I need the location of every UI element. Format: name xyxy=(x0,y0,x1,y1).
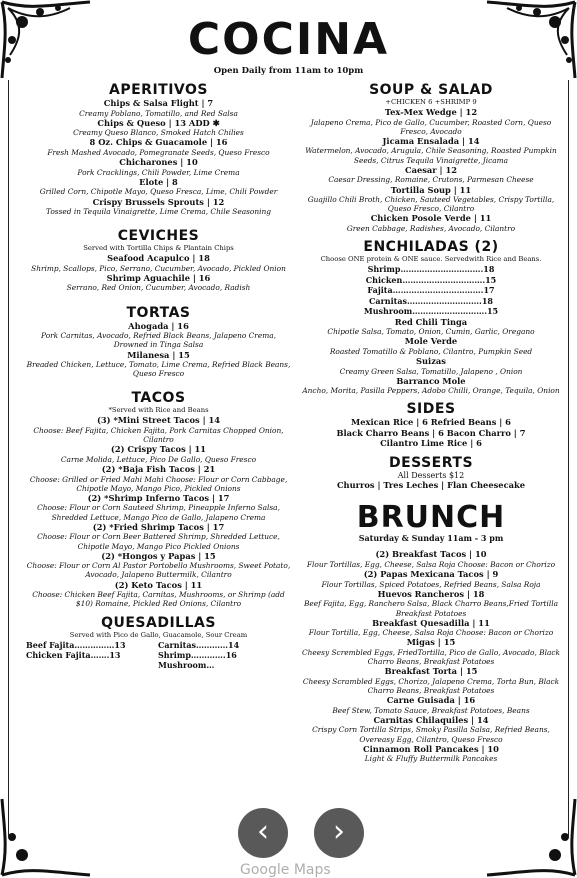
section-note: All Desserts $12 xyxy=(397,470,465,480)
previous-photo-button[interactable]: ‹ xyxy=(238,808,288,858)
menu-item-desc: Creamy Poblano, Tomatillo, and Red Salsa xyxy=(79,108,238,118)
border-line xyxy=(568,80,569,837)
menu-item-desc: Fresh Mashed Avocado, Pomegranate Seeds, Queso Fresco xyxy=(47,147,270,157)
menu-item-desc: Jalapeno Crema, Pico de Gallo, Cucumber, Roasted Corn, Queso Fresco, Avocado xyxy=(310,117,552,136)
menu-item-name: (2) *Fried Shrimp Tacos | 17 xyxy=(92,521,225,532)
section-note: +CHICKEN 6 +SHRIMP 9 xyxy=(385,98,477,106)
left-column xyxy=(26,82,291,670)
page-title: COCINA xyxy=(187,14,390,65)
menu-item-name: Caesar | 12 xyxy=(404,164,458,175)
menu-item-name: Elote | 8 xyxy=(139,176,178,187)
sauce-desc: Creamy Green Salsa, Tomatillo, Jalapeno , Onion xyxy=(339,366,523,376)
section-title-tacos: TACOS xyxy=(131,390,186,407)
menu-item-name: Tex-Mex Wedge | 12 xyxy=(384,107,478,117)
menu-item-name: Carnitas Chilaquiles | 14 xyxy=(373,714,489,725)
sauce-name: Suizas xyxy=(416,356,446,367)
menu-item-name: (2) Crispy Tacos | 11 xyxy=(110,444,207,455)
menu-item-desc: Crispy Corn Tortilla Strips, Smoky Pasilla Salsa, Refried Beans, Overeasy Egg, Cilantro, Queso Fresco xyxy=(312,725,550,744)
sauce-desc: Ancho, Morita, Pasilla Peppers, Adobo Chilli, Orange, Tequila, Onion xyxy=(302,386,560,396)
right-column xyxy=(300,82,562,764)
floral-ornament-icon xyxy=(482,797,577,877)
section-title-desserts: DESSERTS xyxy=(388,454,474,471)
menu-item-desc: Creamy Queso Blanco, Smoked Hatch Chilies xyxy=(73,128,244,138)
menu-item-desc: Pork Carnitas, Avocado, Refried Black Beans, Jalapeno Crema, Drowned in Tinga Salsa xyxy=(41,331,276,350)
section-title-soup-salad: SOUP & SALAD xyxy=(369,82,493,98)
menu-item-desc: Choose: Flour or Corn Sauteed Shrimp, Pineapple Inferno Salsa, Shredded Lettuce, Mango Pico de Gallo, Jalapeno Crema xyxy=(37,503,280,522)
protein-option: Shrimp ………………………….18 xyxy=(367,264,495,275)
menu-item-name: Breakfast Torta | 15 xyxy=(384,666,478,677)
menu-item-desc: Light & Fluffy Buttermilk Pancakes xyxy=(364,754,498,764)
menu-item-desc: Carne Molida, Lettuce, Pico De Gallo, Queso Fresco xyxy=(60,454,257,464)
desserts-line: Churros | Tres Leches | Flan Cheesecake xyxy=(336,479,526,490)
menu-item-name: Milanesa | 15 xyxy=(127,349,190,360)
menu-item-desc: Cheesy Scrambled Eggs, Chorizo, Jalapeno Crema, Torta Bun, Black Charro Beans, Breakfast Potatoes xyxy=(302,676,560,696)
section-title-tortas: TORTAS xyxy=(126,304,191,321)
menu-item-desc: Green Cabbage, Radishes, Avocado, Cilantro xyxy=(346,223,516,233)
menu-item-desc: Serrano, Red Onion, Cucumber, Avocado, Radish xyxy=(66,283,251,293)
sauce-desc: Roasted Tomatillo & Poblano, Cilantro, Pumpkin Seed xyxy=(329,346,533,356)
next-photo-button[interactable]: › xyxy=(314,808,364,858)
menu-item-desc: Grilled Corn, Chipotle Mayo, Queso Fresca, Lime, Chili Powder xyxy=(39,187,278,197)
section-title-enchiladas: ENCHILADAS (2) xyxy=(363,239,499,256)
protein-option: Fajita …………………………….17 xyxy=(367,285,495,296)
menu-item-desc: Tossed in Tequila Vinaigrette, Lime Crema, Chile Seasoning xyxy=(45,207,271,217)
google-maps-watermark: Google Maps xyxy=(240,862,331,878)
menu-item-desc: Watermelon, Avocado, Arugula, Chile Seasoning, Roasted Pumpkin Seeds, Citrus Tequila Vinaigrette, Jicama xyxy=(305,146,557,165)
menu-item-desc: Flour Tortillas, Spiced Potatoes, Refried Beans, Salsa Roja xyxy=(321,579,541,589)
sauce-desc: Chipotle Salsa, Tomato, Onion, Cumin, Garlic, Oregano xyxy=(327,327,535,337)
menu-item-desc: Guajillo Chili Broth, Chicken, Sauteed Vegetables, Crispy Tortilla, Queso Fresco, Cilantro xyxy=(307,195,555,214)
menu-item-desc: Flour Tortillas, Egg, Cheese, Salsa Roja Choose: Bacon or Chorizo xyxy=(306,559,556,569)
protein-option: Carnitas ……………………….18 xyxy=(369,295,493,306)
quesadilla-row: Chicken Fajita…….13 Shrimp………….16 xyxy=(26,649,237,660)
menu-item-name: Shrimp Aguachile | 16 xyxy=(106,272,211,283)
menu-item-name: Huevos Rancheros | 18 xyxy=(377,588,485,599)
menu-item-desc: Choose: Flour or Corn Beer Battered Shrimp, Shredded Lettuce, Chipotle Mayo, Mango Pico Pickled Onions xyxy=(37,532,280,551)
menu-item-desc: Flour Tortilla, Egg, Cheese, Salsa Roja Choose: Bacon or Chorizo xyxy=(308,628,554,638)
sides-line: Black Charro Beans | 6 Bacon Charro | 7 xyxy=(336,427,526,438)
sauce-name: Red Chili Tinga xyxy=(394,316,468,327)
border-line xyxy=(8,80,9,837)
menu-item-name: (2) *Baja Fish Tacos | 21 xyxy=(101,464,216,475)
section-title-aperitivos: APERITIVOS xyxy=(109,82,208,98)
menu-item-desc: Cheesy Scrembled Eggs, FriedTortilla, Pico de Gallo, Avocado, Black Charro Beans, Breakfast Potatoes xyxy=(302,647,560,667)
brunch-hours: Saturday & Sunday 11am - 3 pm xyxy=(358,533,504,544)
menu-item-desc: Breaded Chicken, Lettuce, Tomato, Lime Crema, Refried Black Beans, Queso Fresco xyxy=(26,360,291,379)
menu-item-name: Crispy Brussels Sprouts | 12 xyxy=(92,196,225,207)
menu-item-name: Seafood Acapulco | 18 xyxy=(107,253,210,264)
menu-item-desc: Beef Stew, Tomato Sauce, Breakfast Potatoes, Beans xyxy=(332,705,530,715)
sauce-name: Mole Verde xyxy=(404,336,458,347)
section-title-quesadillas: QUESADILLAS xyxy=(101,614,216,631)
section-note: Served with Tortilla Chips & Plantain Chips xyxy=(83,244,234,253)
section-title-sides: SIDES xyxy=(406,401,456,418)
menu-item-name: (2) Papas Mexicana Tacos | 9 xyxy=(363,569,499,580)
menu-item-desc: Choose: Chicken Beef Fajita, Carnitas, Mushrooms, or Shrimp (add $10) Romaine, Pickled Red Onions, Cilantro xyxy=(32,590,285,609)
menu-item-name: 8 Oz. Chips & Guacamole | 16 xyxy=(89,137,228,148)
menu-item-name: Migas | 15 xyxy=(406,637,456,648)
menu-item-desc: Caesar Dressing, Romaine, Crutons, Parmesan Cheese xyxy=(328,175,534,185)
menu-item-name: Chicharones | 10 xyxy=(119,157,198,168)
menu-item-name: (3) *Mini Street Tacos | 14 xyxy=(96,415,221,426)
menu-item-name: (2) *Hongos y Papas | 15 xyxy=(101,550,216,561)
menu-item-name: Jicama Ensalada | 14 xyxy=(382,135,480,146)
menu-item-name: Chips & Salsa Flight | 7 xyxy=(103,98,214,108)
menu-item-desc: Shrimp, Scallops, Pico, Serrano, Cucumber, Avocado, Pickled Onion xyxy=(31,263,286,273)
protein-option: Mushroom ……………………….15 xyxy=(363,306,499,317)
sauce-name: Barranco Mole xyxy=(396,375,466,386)
menu-item-name: Carne Guisada | 16 xyxy=(386,695,476,706)
sides-line: Mexican Rice | 6 Refried Beans | 6 xyxy=(351,417,511,428)
menu-item-name: Chips & Queso | 13 ADD ✱ xyxy=(97,117,220,128)
menu-item-desc: Choose: Grilled or Fried Mahi Mahi Choose: Flour or Corn Cabbage, Chipotle Mayo, Mango Pico, Pickled Onions xyxy=(29,474,288,493)
menu-item-name: Tortilla Soup | 11 xyxy=(390,184,472,195)
menu-item-name: Breakfast Quesadilla | 11 xyxy=(372,617,490,628)
quesadilla-row: Mushroom… xyxy=(158,659,215,670)
section-title-brunch: BRUNCH xyxy=(356,500,506,536)
menu-header xyxy=(0,16,577,76)
protein-option: Chicken ………………………….15 xyxy=(365,274,497,285)
menu-item-name: (2) *Shrimp Inferno Tacos | 17 xyxy=(87,492,230,503)
section-title-ceviches: CEVICHES xyxy=(117,228,200,245)
sides-line: Cilantro Lime Rice | 6 xyxy=(380,438,482,449)
section-note: Choose ONE protein & ONE sauce. Servedwith Rice and Beans. xyxy=(320,255,542,264)
section-note: Served with Pico de Gallo, Guacamole, Sour Cream xyxy=(69,630,248,639)
floral-ornament-icon xyxy=(0,797,95,877)
menu-item-desc: Pork Cracklings, Chili Powder, Lime Crema xyxy=(77,167,240,177)
menu-item-name: Ahogada | 16 xyxy=(128,320,189,331)
opening-hours: Open Daily from 11am to 10pm xyxy=(213,66,364,76)
menu-item-name: (2) Keto Tacos | 11 xyxy=(114,579,203,590)
menu-item-desc: Choose: Beef Fajita, Chicken Fajita, Pork Carnitas Chopped Onion, Cilantro xyxy=(33,425,284,445)
section-note: *Served with Rice and Beans xyxy=(108,406,209,415)
menu-item-name: Cinnamon Roll Pancakes | 10 xyxy=(363,743,499,754)
quesadilla-row: Beef Fajita……………13 Carnitas…………14 xyxy=(26,639,240,650)
aperitivos-list xyxy=(26,98,291,216)
menu-item-name: (2) Breakfast Tacos | 10 xyxy=(375,549,487,560)
menu-item-desc: Choose: Flour or Corn Al Pastor Portobello Mushrooms, Sweet Potato, Avocado, Jalapeno Buttermilk, Cilantro xyxy=(26,561,291,580)
menu-item-name: Chicken Posole Verde | 11 xyxy=(370,213,492,224)
menu-item-desc: Beef Fajita, Egg, Ranchero Salsa, Black Charro Beans,Fried Tortilla Breakfast Potatoes xyxy=(303,599,559,618)
